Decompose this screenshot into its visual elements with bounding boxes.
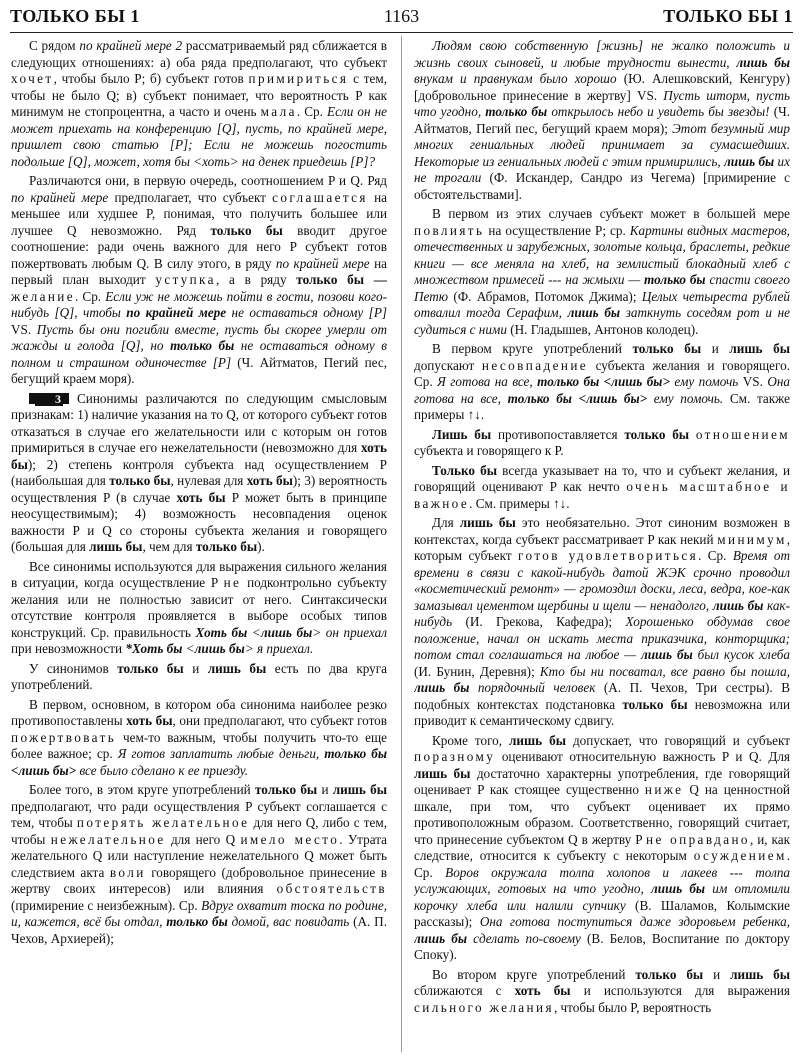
header-rule [10,32,793,33]
paragraph: Только бы всегда указывает на то, что и субъект желания, и говорящий оценивают P как нечто очень масштабное и важное. См. примеры ↑↓. [414,462,790,511]
paragraph: Все синонимы используются для выражения сильного желания в ситуации, когда осуществление P не подконтрольно субъекту желания или не полностью зависит от него. Синтаксически отсутствие контроля проявляется в выборе особых типов конструкций. Ср. правильность Хоть бы <лишь бы> он приехал при невозможности *Хоть бы <лишь бы> я приехал. [11,558,387,656]
header-right-headword: ТОЛЬКО БЫ 1 [663,6,793,26]
paragraph: Более того, в этом круге употреблений только бы и лишь бы предполагают, что ради осуществления P субъект соглашается с тем, чтобы потерять желательное для него Q, либо с тем, чтобы нежелательное для него Q имело место. Утрата желательного Q или наступление нежелательного Q может быть следствием акта воли говорящего (добровольное принесение в жертву своих интересов) или влияния обстоятельств (примирение с неизбежным). Ср. Вдруг охватит тоска по родине, и, кажется, всё бы отдал, только бы домой, вас повидать (А. П. Чехов, Архиерей); [11,782,387,946]
paragraph: 3 Синонимы различаются по следующим смысловым признакам: 1) наличие указания на то Q, от которого субъект готов отказаться в случае его желательности или с которым он готов примириться в случае его нежелательности (невозможно для хоть бы); 2) степень контроля субъекта над осуществлением P (наибольшая для только бы, нулевая для хоть бы); 3) вероятность осуществления P (в случае хоть бы P может быть в принципе неосуществимым); 4) возможность несовпадения оценок важности P и Q со стороны субъекта желания и говорящего (большая для лишь бы, чем для только бы). [11,390,387,554]
paragraph: С рядом по крайней мере 2 рассматриваемый ряд сближается в следующих отношениях: а) оба ряда предполагают, что субъект хочет, чтобы было P; б) субъект готов примириться с тем, чтобы не было Q; в) субъект понимает, что вероятность P как минимум не стопроцентна, а часто и очень мала. Ср. Если он не может приехать на конференцию [Q], пусть, по крайней мере, пришлет свою статью [P]; Если не можешь погостить подольше [Q], может, хотя бы <хоть> на денек приедешь [P]? [11,38,387,169]
paragraph: У синонимов только бы и лишь бы есть по два круга употреблений. [11,660,387,692]
paragraph: Кроме того, лишь бы допускает, что говорящий и субъект поразному оценивают относительную важность P и Q. Для лишь бы достаточно характерны употребления, где говорящий оценивает P как стоящее существенно ниже Q на ценностной шкале, при том, что субъект оценивает их прямо противоположным образом. Соответственно, говорящий считает, что принесение субъектом Q в жертву P не оправдано, и, как следствие, относится к субъекту с некоторым осуждением. Ср. Воров окружала толпа холопов и лакеев --- толпа услужающих, готовых на что угодно, лишь бы им отломили корочку хлеба или налили супчику (В. Шаламов, Колымские рассказы); Она готова поступиться даже здоровьем ребенка, лишь бы сделать по-своему (В. Белов, Воспитание по доктору Споку). [414,732,790,962]
paragraph: Для лишь бы это необязательно. Этот синоним возможен в контекстах, когда субъект рассматривает P как некий минимум, которым субъект готов удовлетвориться. Ср. Время от времени в связи с какой-нибудь датой ЖЭК срочно проводил «косметический ремонт» — громоздил доски, леса, ведра, кое-как замазывал цементом щербины и щели — ненадолго, лишь бы как-нибудь (И. Грекова, Кафедра); Хорошенько обдумав свое положение, начал он искать места приказчика, конторщика; потом стал соглашаться на любое — лишь бы был кусок хлеба (И. Бунин, Деревня); Кто бы ни посватал, все равно бы пошла, лишь бы порядочный человек (А. П. Чехов, Три сестры). В подобных контекстах подстановка только бы невозможна или приводит к семантическому сдвигу. [414,515,790,728]
paragraph: Во втором круге употреблений только бы и лишь бы сближаются с хоть бы и используются для выражения сильного желания, чтобы было P, вероятность [414,966,790,1015]
paragraph: В первом круге употреблений только бы и лишь бы допускают несовпадение субъекта желания и говорящего. Ср. Я готова на все, только бы <лишь бы> ему помочь VS. Она готова на все, только бы <лишь бы> ему помочь. См. также примеры ↑↓. [414,341,790,422]
paragraph: Различаются они, в первую очередь, соотношением P и Q. Ряд по крайней мере предполагает, что субъект соглашается на меньшее или худшее P, понимая, что получить большее или лучшее Q невозможно. Ряд только бы вводит другое соотношение: ради очень важного для него P субъект готов пожертвовать любым Q. В силу этого, в ряду по крайней мере на первый план выходит уступка, а в ряду только бы — желание. Ср. Если уж не можешь пойти в гости, позови кого-нибудь [Q], чтобы по крайней мере не оставаться одному [P] VS. Пусть бы они погибли вместе, пусть бы скорее умерли от жажды и голода [Q], но только бы не оставаться одному в полном и страшном одиночестве [P] (Ч. Айтматов, Пегий пес, бегущий краем моря). [11,173,387,386]
paragraph: В первом, основном, в котором оба синонима наиболее резко противопоставлены хоть бы, они предполагают, что субъект готов пожертвовать чем-то важным, чтобы получить что-то еще более важное; ср. Я готов заплатить любые деньги, только бы <лишь бы> все было сделано к ее приезду. [11,696,387,778]
page-number: 1163 [383,6,420,26]
header-left-headword: ТОЛЬКО БЫ 1 [10,6,140,26]
running-header [10,6,793,28]
paragraph: Людям свою собственную [жизнь] не жалко положить и жизнь своих сыновей, и любые трудности вынести, лишь бы внукам и правнукам было хорошо (Ю. Алешковский, Кенгуру) [добровольное принесение в жертву] VS. Пусть шторм, пусть что угодно, только бы открылось небо и увидеть бы звезды! (Ч. Айтматов, Пегий пес, бегущий краем моря); Этот безумный мир многих гениальных людей принимает за сумасшедших. Некоторые из гениальных людей с этим примирились, лишь бы их не трогали (Ф. Искандер, Сандро из Чегема) [примирение с обстоятельствами]. [414,38,790,202]
left-column [11,38,387,1052]
column-separator [401,36,402,1052]
paragraph: В первом из этих случаев субъект может в большей мере повлиять на осуществление P; ср. Картины видных мастеров, отечественных и зарубежных, золотые кольца, браслеты, редкие книги — все меняла на хлеб, на землистый блокадный хлеб с множеством примесей --- на жмыхи — только бы спасти своего Петю (Ф. Абрамов, Потомок Джима); Целых четыреста рублей отвалил тогда Серафим, лишь бы заткнуть соседям рот и не судиться с ними (Н. Гладышев, Антонов колодец). [414,206,790,337]
right-column [414,38,790,1052]
paragraph: Лишь бы противопоставляется только бы отношением субъекта и говорящего к P. [414,426,790,458]
